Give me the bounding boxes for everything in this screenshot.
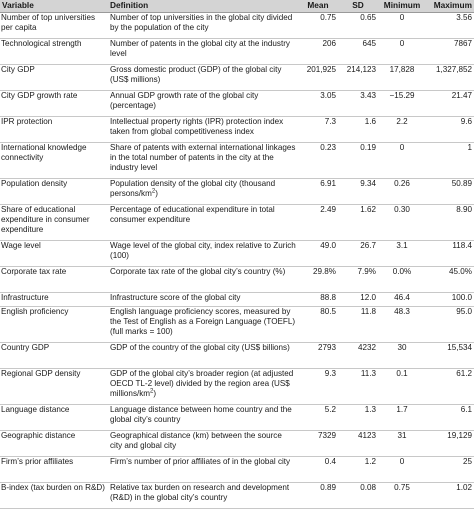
minimum-cell: 0.0% xyxy=(378,266,426,292)
maximum-cell: 7867 xyxy=(426,38,474,64)
maximum-cell: 50.89 xyxy=(426,178,474,204)
definition-suffix: ) xyxy=(153,389,157,399)
table-row xyxy=(0,266,474,292)
mean-cell: 80.5 xyxy=(298,306,338,342)
table-row xyxy=(0,292,474,306)
variable-cell: English proficiency xyxy=(0,306,108,342)
sd-cell: 0.08 xyxy=(338,482,378,508)
definition-cell: Language distance between home country and the global city’s country xyxy=(108,404,298,430)
maximum-cell: 1 xyxy=(426,142,474,178)
variable-cell: B-index (tax burden on R&D) xyxy=(0,482,108,508)
variable-cell: Language distance xyxy=(0,404,108,430)
minimum-cell: 1.7 xyxy=(378,404,426,430)
sd-cell: 11.3 xyxy=(338,368,378,404)
maximum-cell: 1.02 xyxy=(426,482,474,508)
sd-cell: 1.6 xyxy=(338,116,378,142)
maximum-cell: 9.6 xyxy=(426,116,474,142)
minimum-cell: 0.30 xyxy=(378,204,426,240)
mean-cell: 0.23 xyxy=(298,142,338,178)
sd-cell: 26.7 xyxy=(338,240,378,266)
definition-cell: Percentage of educational expenditure in total consumer expenditure xyxy=(108,204,298,240)
definition-cell: Wage level of the global city, index relative to Zurich (100) xyxy=(108,240,298,266)
sd-cell: 3.43 xyxy=(338,90,378,116)
variable-cell: City GDP growth rate xyxy=(0,90,108,116)
variable-cell: Corporate tax rate xyxy=(0,266,108,292)
minimum-cell: 30 xyxy=(378,342,426,368)
maximum-cell: 61.2 xyxy=(426,368,474,404)
header-mean: Mean xyxy=(298,0,338,12)
definition-cell: Intellectual property rights (IPR) protection index taken from global competitiveness index xyxy=(108,116,298,142)
definition-cell: English language proficiency scores, measured by the Test of English as a Foreign Language (TOEFL) (full marks = 100) xyxy=(108,306,298,342)
table-row xyxy=(0,368,474,404)
maximum-cell: 15,534 xyxy=(426,342,474,368)
variable-cell: Number of top universities per capita xyxy=(0,12,108,38)
definition-suffix: ) xyxy=(155,188,158,198)
minimum-cell: 3.1 xyxy=(378,240,426,266)
definition-cell: Relative tax burden on research and development (R&D) in the global city’s country xyxy=(108,482,298,508)
maximum-cell: 100.0 xyxy=(426,292,474,306)
sd-cell: 11.8 xyxy=(338,306,378,342)
mean-cell: 49.0 xyxy=(298,240,338,266)
table-row xyxy=(0,38,474,64)
table-row xyxy=(0,12,474,38)
mean-cell: 0.4 xyxy=(298,456,338,482)
maximum-cell: 25 xyxy=(426,456,474,482)
table-row xyxy=(0,342,474,368)
mean-cell: 7.3 xyxy=(298,116,338,142)
superscript: 2 xyxy=(151,188,156,195)
header-row xyxy=(0,0,474,12)
definition-cell: Infrastructure score of the global city xyxy=(108,292,298,306)
minimum-cell: 0 xyxy=(378,38,426,64)
mean-cell: 0.75 xyxy=(298,12,338,38)
superscript: 2 xyxy=(150,388,154,395)
definition-cell: Gross domestic product (GDP) of the global city (US$ millions) xyxy=(108,64,298,90)
mean-cell: 29.8% xyxy=(298,266,338,292)
sd-cell: 7.9% xyxy=(338,266,378,292)
minimum-cell: 0.75 xyxy=(378,482,426,508)
sd-cell: 12.0 xyxy=(338,292,378,306)
definition-cell: Geographical distance (km) between the source city and global city xyxy=(108,430,298,456)
mean-cell: 206 xyxy=(298,38,338,64)
table-row xyxy=(0,142,474,178)
table-row xyxy=(0,240,474,266)
table-header xyxy=(0,0,474,12)
definition-cell: GDP of the country of the global city (US$ billions) xyxy=(108,342,298,368)
definition-text: GDP of the global city’s broader region (at adjusted OECD TL-2 level) divided by the region area (US$ millions/km xyxy=(110,368,294,399)
variable-cell: Technological strength xyxy=(0,38,108,64)
mean-cell: 5.2 xyxy=(298,404,338,430)
definition-cell: Annual GDP growth rate of the global city (percentage) xyxy=(108,90,298,116)
maximum-cell: 21.47 xyxy=(426,90,474,116)
variable-cell: City GDP xyxy=(0,64,108,90)
mean-cell: 201,925 xyxy=(298,64,338,90)
mean-cell: 2.49 xyxy=(298,204,338,240)
minimum-cell: 0 xyxy=(378,456,426,482)
variable-cell: Country GDP xyxy=(0,342,108,368)
sd-cell: 0.19 xyxy=(338,142,378,178)
maximum-cell: 19,129 xyxy=(426,430,474,456)
variable-cell: Regional GDP density xyxy=(0,368,108,404)
header-maximum: Maximum xyxy=(426,0,474,12)
table-row xyxy=(0,482,474,508)
table-row xyxy=(0,456,474,482)
definition-text: Population density of the global city (thousand persons/km xyxy=(110,178,276,198)
maximum-cell: 118.4 xyxy=(426,240,474,266)
sd-cell: 1.3 xyxy=(338,404,378,430)
maximum-cell: 95.0 xyxy=(426,306,474,342)
variable-cell: Share of educational expenditure in consumer expenditure xyxy=(0,204,108,240)
mean-cell: 6.91 xyxy=(298,178,338,204)
table-row xyxy=(0,404,474,430)
minimum-cell: 0 xyxy=(378,12,426,38)
definition-cell: Share of patents with external international linkages in the total number of patents in the city at the industry level xyxy=(108,142,298,178)
table-row xyxy=(0,178,474,204)
maximum-cell: 8.90 xyxy=(426,204,474,240)
variable-cell: IPR protection xyxy=(0,116,108,142)
variable-cell: Wage level xyxy=(0,240,108,266)
mean-cell: 88.8 xyxy=(298,292,338,306)
table-row xyxy=(0,116,474,142)
header-variable: Variable xyxy=(0,0,108,12)
definition-cell xyxy=(108,178,298,204)
variable-cell: Infrastructure xyxy=(0,292,108,306)
minimum-cell: 48.3 xyxy=(378,306,426,342)
minimum-cell: 0.1 xyxy=(378,368,426,404)
definition-cell: Number of patents in the global city at the industry level xyxy=(108,38,298,64)
mean-cell: 7329 xyxy=(298,430,338,456)
definition-cell xyxy=(108,368,298,404)
minimum-cell: 0.26 xyxy=(378,178,426,204)
sd-cell: 4123 xyxy=(338,430,378,456)
sd-cell: 1.62 xyxy=(338,204,378,240)
mean-cell: 2793 xyxy=(298,342,338,368)
definition-cell: Firm’s number of prior affiliates of in the global city xyxy=(108,456,298,482)
sd-cell: 214,123 xyxy=(338,64,378,90)
minimum-cell: −15.29 xyxy=(378,90,426,116)
mean-cell: 9.3 xyxy=(298,368,338,404)
table-row xyxy=(0,90,474,116)
minimum-cell: 17,828 xyxy=(378,64,426,90)
minimum-cell: 0 xyxy=(378,142,426,178)
sd-cell: 645 xyxy=(338,38,378,64)
header-definition: Definition xyxy=(108,0,298,12)
minimum-cell: 31 xyxy=(378,430,426,456)
variable-cell: International knowledge connectivity xyxy=(0,142,108,178)
minimum-cell: 2.2 xyxy=(378,116,426,142)
header-sd: SD xyxy=(338,0,378,12)
header-minimum: Minimum xyxy=(378,0,426,12)
table-row xyxy=(0,430,474,456)
sd-cell: 1.2 xyxy=(338,456,378,482)
mean-cell: 0.89 xyxy=(298,482,338,508)
maximum-cell: 6.1 xyxy=(426,404,474,430)
maximum-cell: 1,327,852 xyxy=(426,64,474,90)
table-row xyxy=(0,64,474,90)
variable-cell: Geographic distance xyxy=(0,430,108,456)
mean-cell: 3.05 xyxy=(298,90,338,116)
maximum-cell: 3.56 xyxy=(426,12,474,38)
table-row xyxy=(0,204,474,240)
definition-cell: Number of top universities in the global city divided by the population of the city xyxy=(108,12,298,38)
variable-cell: Firm’s prior affiliates xyxy=(0,456,108,482)
variable-cell: Population density xyxy=(0,178,108,204)
definition-cell: Corporate tax rate of the global city’s country (%) xyxy=(108,266,298,292)
table-row xyxy=(0,306,474,342)
table-body xyxy=(0,12,474,508)
maximum-cell: 45.0% xyxy=(426,266,474,292)
sd-cell: 9.34 xyxy=(338,178,378,204)
sd-cell: 4232 xyxy=(338,342,378,368)
sd-cell: 0.65 xyxy=(338,12,378,38)
minimum-cell: 46.4 xyxy=(378,292,426,306)
